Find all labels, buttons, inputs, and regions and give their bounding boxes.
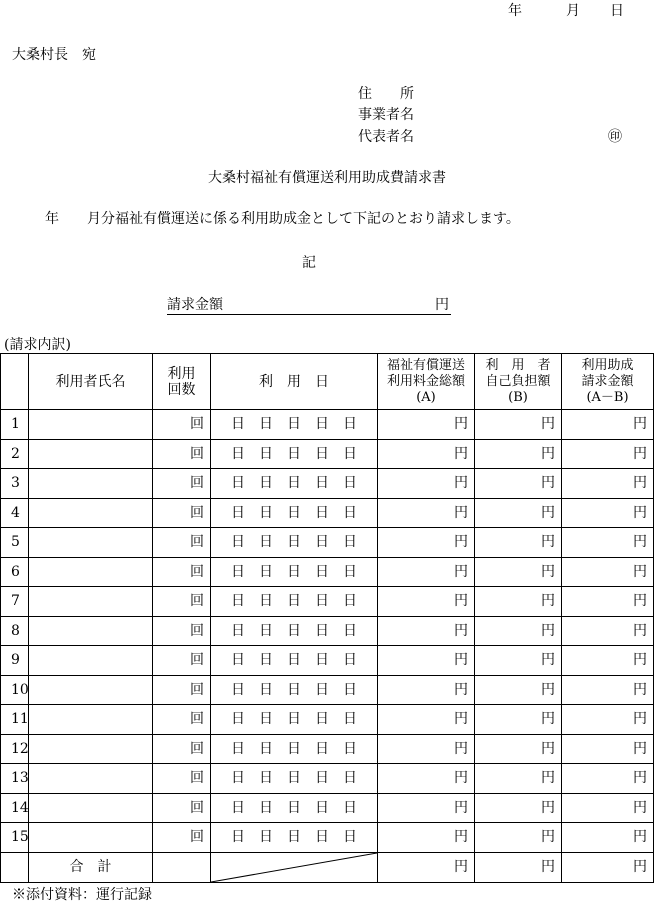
- subsidy-cell[interactable]: 円: [562, 528, 654, 558]
- day-unit: 日: [315, 416, 329, 433]
- header-fee-line2: 利用料金総額: [386, 373, 465, 389]
- header-self-pay: [475, 354, 562, 410]
- count-cell[interactable]: 回: [153, 498, 211, 528]
- row-number: 1: [1, 410, 29, 440]
- day-unit: 日: [231, 770, 245, 787]
- day-unit: 日: [315, 475, 329, 492]
- date-year-label: 年: [508, 3, 522, 19]
- header-self-line2: 自己負担額: [485, 373, 551, 389]
- table-row: [1, 823, 654, 853]
- user-name-cell[interactable]: [29, 439, 153, 469]
- day-unit: 日: [231, 829, 245, 846]
- breakdown-label: (請求内訳): [4, 337, 71, 353]
- day-unit: 日: [315, 652, 329, 669]
- day-unit: 日: [287, 534, 301, 551]
- header-count-line1: 利用: [167, 365, 196, 382]
- subsidy-cell[interactable]: 円: [562, 823, 654, 853]
- total-row: [1, 852, 654, 882]
- user-name-cell[interactable]: [29, 734, 153, 764]
- day-unit: 日: [343, 504, 357, 521]
- day-unit: 日: [259, 593, 273, 610]
- day-unit: 日: [259, 445, 273, 462]
- day-unit: 日: [287, 799, 301, 816]
- header-fee-total: [378, 354, 475, 410]
- row-number: 10: [1, 675, 29, 705]
- day-unit: 日: [259, 770, 273, 787]
- day-unit: 日: [315, 799, 329, 816]
- day-unit: 日: [315, 711, 329, 728]
- fee-cell[interactable]: 円: [378, 734, 475, 764]
- subsidy-cell[interactable]: 円: [562, 616, 654, 646]
- self-pay-cell[interactable]: 円: [475, 528, 562, 558]
- day-unit: 日: [287, 829, 301, 846]
- subsidy-cell[interactable]: 円: [562, 469, 654, 499]
- day-unit: 日: [343, 740, 357, 757]
- fee-cell[interactable]: 円: [378, 498, 475, 528]
- fee-cell[interactable]: 円: [378, 557, 475, 587]
- day-unit: 日: [259, 829, 273, 846]
- row-number: 13: [1, 764, 29, 794]
- row-number: 7: [1, 587, 29, 617]
- address-label: 住 所: [358, 86, 414, 102]
- day-unit: 日: [343, 711, 357, 728]
- self-pay-cell[interactable]: 円: [475, 675, 562, 705]
- day-unit: 日: [231, 652, 245, 669]
- header-subsidy-line3: (A－B): [586, 389, 629, 405]
- user-name-cell[interactable]: [29, 646, 153, 676]
- header-fee-line1: 福祉有償運送: [386, 357, 465, 373]
- day-unit: 日: [315, 740, 329, 757]
- header-self-line1: 利 用 者: [485, 357, 551, 373]
- day-unit: 日: [287, 475, 301, 492]
- count-cell[interactable]: 回: [153, 764, 211, 794]
- day-unit: 日: [231, 622, 245, 639]
- user-name-cell[interactable]: [29, 616, 153, 646]
- day-unit: 日: [315, 445, 329, 462]
- total-subsidy-cell: 円: [562, 852, 654, 882]
- days-cell[interactable]: [211, 705, 378, 735]
- header-no: [1, 354, 29, 410]
- request-statement: 年 月分福祉有償運送に係る利用助成金として下記のとおり請求します。: [45, 211, 520, 227]
- day-unit: 日: [315, 829, 329, 846]
- table-body: [1, 410, 654, 853]
- self-pay-cell[interactable]: 円: [475, 439, 562, 469]
- fee-cell[interactable]: 円: [378, 587, 475, 617]
- table-header-row: [1, 354, 654, 410]
- header-count-line2: 回数: [167, 381, 196, 398]
- row-number: 4: [1, 498, 29, 528]
- fee-cell[interactable]: 円: [378, 616, 475, 646]
- days-cell[interactable]: [211, 675, 378, 705]
- count-cell[interactable]: 回: [153, 410, 211, 440]
- header-user-name: 利用者氏名: [29, 354, 153, 410]
- fee-cell[interactable]: 円: [378, 528, 475, 558]
- days-cell[interactable]: [211, 557, 378, 587]
- count-cell[interactable]: 回: [153, 469, 211, 499]
- self-pay-cell[interactable]: 円: [475, 616, 562, 646]
- days-cell[interactable]: [211, 646, 378, 676]
- day-unit: 日: [287, 563, 301, 580]
- fee-cell[interactable]: 円: [378, 823, 475, 853]
- day-unit: 日: [315, 563, 329, 580]
- count-cell[interactable]: 回: [153, 587, 211, 617]
- day-unit: 日: [259, 534, 273, 551]
- row-number: 3: [1, 469, 29, 499]
- count-cell[interactable]: 回: [153, 528, 211, 558]
- fee-cell[interactable]: 円: [378, 675, 475, 705]
- count-cell[interactable]: 回: [153, 439, 211, 469]
- row-number: 8: [1, 616, 29, 646]
- day-unit: 日: [315, 770, 329, 787]
- count-cell[interactable]: 回: [153, 675, 211, 705]
- self-pay-cell[interactable]: 円: [475, 793, 562, 823]
- total-no-cell: [1, 852, 29, 882]
- user-name-cell[interactable]: [29, 675, 153, 705]
- total-fee-cell: 円: [378, 852, 475, 882]
- self-pay-cell[interactable]: 円: [475, 734, 562, 764]
- total-label: 合 計: [29, 852, 153, 882]
- count-cell[interactable]: 回: [153, 616, 211, 646]
- row-number: 11: [1, 705, 29, 735]
- user-name-cell[interactable]: [29, 705, 153, 735]
- day-unit: 日: [343, 652, 357, 669]
- count-cell[interactable]: 回: [153, 734, 211, 764]
- self-pay-cell[interactable]: 円: [475, 587, 562, 617]
- count-cell[interactable]: 回: [153, 823, 211, 853]
- day-unit: 日: [287, 681, 301, 698]
- fee-cell[interactable]: 円: [378, 793, 475, 823]
- days-cell[interactable]: [211, 528, 378, 558]
- document-title: 大桑村福祉有償運送利用助成費請求書: [208, 170, 446, 186]
- day-unit: 日: [231, 475, 245, 492]
- breakdown-table: [0, 353, 654, 883]
- count-cell[interactable]: 回: [153, 646, 211, 676]
- day-unit: 日: [259, 563, 273, 580]
- day-unit: 日: [287, 770, 301, 787]
- day-unit: 日: [231, 445, 245, 462]
- days-cell[interactable]: [211, 469, 378, 499]
- day-unit: 日: [287, 622, 301, 639]
- header-count: [153, 354, 211, 410]
- fee-cell[interactable]: 円: [378, 646, 475, 676]
- header-fee-line3: (A): [416, 389, 436, 405]
- day-unit: 日: [287, 740, 301, 757]
- table-row: [1, 557, 654, 587]
- date-month-label: 月: [566, 3, 580, 19]
- user-name-cell[interactable]: [29, 587, 153, 617]
- self-pay-cell[interactable]: 円: [475, 705, 562, 735]
- subsidy-cell[interactable]: 円: [562, 410, 654, 440]
- row-number: 5: [1, 528, 29, 558]
- header-subsidy-line2: 請求金額: [581, 373, 634, 389]
- date-day-label: 日: [610, 3, 624, 19]
- user-name-cell[interactable]: [29, 469, 153, 499]
- day-unit: 日: [259, 475, 273, 492]
- total-days-cell-slashed: [211, 852, 378, 882]
- day-unit: 日: [315, 681, 329, 698]
- day-unit: 日: [259, 652, 273, 669]
- request-amount-label: 請求金額: [167, 297, 223, 313]
- fee-cell[interactable]: 円: [378, 439, 475, 469]
- table-row: [1, 528, 654, 558]
- self-pay-cell[interactable]: 円: [475, 410, 562, 440]
- row-number: 6: [1, 557, 29, 587]
- day-unit: 日: [315, 622, 329, 639]
- fee-cell[interactable]: 円: [378, 469, 475, 499]
- header-days: 利 用 日: [211, 354, 378, 410]
- total-self-cell: 円: [475, 852, 562, 882]
- representative-label: 代表者名: [358, 129, 414, 145]
- days-cell[interactable]: [211, 734, 378, 764]
- table-row: [1, 410, 654, 440]
- subsidy-cell[interactable]: 円: [562, 734, 654, 764]
- day-unit: 日: [343, 770, 357, 787]
- subsidy-cell[interactable]: 円: [562, 793, 654, 823]
- table-row: [1, 498, 654, 528]
- day-unit: 日: [259, 740, 273, 757]
- user-name-cell[interactable]: [29, 528, 153, 558]
- day-unit: 日: [231, 711, 245, 728]
- self-pay-cell[interactable]: 円: [475, 764, 562, 794]
- table-row: [1, 439, 654, 469]
- day-unit: 日: [343, 563, 357, 580]
- self-pay-cell[interactable]: 円: [475, 823, 562, 853]
- count-cell[interactable]: 回: [153, 705, 211, 735]
- day-unit: 日: [315, 504, 329, 521]
- day-unit: 日: [343, 475, 357, 492]
- table-row: [1, 587, 654, 617]
- day-unit: 日: [259, 681, 273, 698]
- count-cell[interactable]: 回: [153, 557, 211, 587]
- header-subsidy-line1: 利用助成: [581, 357, 634, 373]
- header-self-line3: (B): [508, 389, 528, 405]
- request-amount-unit: 円: [435, 297, 449, 313]
- day-unit: 日: [343, 445, 357, 462]
- day-unit: 日: [343, 799, 357, 816]
- day-unit: 日: [287, 652, 301, 669]
- header-subsidy: [562, 354, 654, 410]
- subsidy-cell[interactable]: 円: [562, 557, 654, 587]
- day-unit: 日: [231, 740, 245, 757]
- days-cell[interactable]: [211, 410, 378, 440]
- day-unit: 日: [231, 563, 245, 580]
- fee-cell[interactable]: 円: [378, 764, 475, 794]
- subsidy-cell[interactable]: 円: [562, 675, 654, 705]
- user-name-cell[interactable]: [29, 557, 153, 587]
- day-unit: 日: [231, 534, 245, 551]
- ki-heading: 記: [302, 255, 316, 271]
- day-unit: 日: [231, 799, 245, 816]
- user-name-cell[interactable]: [29, 410, 153, 440]
- self-pay-cell[interactable]: 円: [475, 646, 562, 676]
- days-cell[interactable]: [211, 764, 378, 794]
- row-number: 9: [1, 646, 29, 676]
- row-number: 2: [1, 439, 29, 469]
- day-unit: 日: [259, 711, 273, 728]
- subsidy-cell[interactable]: 円: [562, 439, 654, 469]
- row-number: 15: [1, 823, 29, 853]
- attachment-note: ※添付資料：運行記録: [12, 887, 152, 903]
- day-unit: 日: [231, 504, 245, 521]
- day-unit: 日: [287, 445, 301, 462]
- total-count-cell: [153, 852, 211, 882]
- self-pay-cell[interactable]: 円: [475, 469, 562, 499]
- day-unit: 日: [259, 416, 273, 433]
- day-unit: 日: [259, 622, 273, 639]
- day-unit: 日: [231, 416, 245, 433]
- subsidy-cell[interactable]: 円: [562, 498, 654, 528]
- seal-mark-icon: ㊞: [608, 129, 622, 145]
- fee-cell[interactable]: 円: [378, 410, 475, 440]
- user-name-cell[interactable]: [29, 823, 153, 853]
- day-unit: 日: [231, 593, 245, 610]
- day-unit: 日: [343, 416, 357, 433]
- day-unit: 日: [343, 593, 357, 610]
- days-cell[interactable]: [211, 439, 378, 469]
- day-unit: 日: [343, 622, 357, 639]
- table-row: [1, 616, 654, 646]
- subsidy-cell[interactable]: 円: [562, 705, 654, 735]
- day-unit: 日: [343, 534, 357, 551]
- day-unit: 日: [315, 534, 329, 551]
- self-pay-cell[interactable]: 円: [475, 557, 562, 587]
- table-row: [1, 793, 654, 823]
- day-unit: 日: [287, 593, 301, 610]
- self-pay-cell[interactable]: 円: [475, 498, 562, 528]
- diagonal-slash-icon: [211, 853, 377, 882]
- table-row: [1, 705, 654, 735]
- table-row: [1, 734, 654, 764]
- user-name-cell[interactable]: [29, 793, 153, 823]
- table-row: [1, 646, 654, 676]
- addressee: 大桑村長 宛: [12, 47, 96, 63]
- day-unit: 日: [315, 593, 329, 610]
- request-amount-line: [167, 294, 451, 315]
- day-unit: 日: [259, 504, 273, 521]
- day-unit: 日: [231, 681, 245, 698]
- row-number: 12: [1, 734, 29, 764]
- table-row: [1, 469, 654, 499]
- days-cell[interactable]: [211, 616, 378, 646]
- user-name-cell[interactable]: [29, 498, 153, 528]
- count-cell[interactable]: 回: [153, 793, 211, 823]
- table-row: [1, 764, 654, 794]
- subsidy-cell[interactable]: 円: [562, 646, 654, 676]
- row-number: 14: [1, 793, 29, 823]
- day-unit: 日: [259, 799, 273, 816]
- days-cell[interactable]: [211, 793, 378, 823]
- day-unit: 日: [287, 416, 301, 433]
- fee-cell[interactable]: 円: [378, 705, 475, 735]
- day-unit: 日: [343, 829, 357, 846]
- days-cell[interactable]: [211, 823, 378, 853]
- day-unit: 日: [287, 504, 301, 521]
- day-unit: 日: [287, 711, 301, 728]
- business-name-label: 事業者名: [358, 107, 414, 123]
- subsidy-cell[interactable]: 円: [562, 587, 654, 617]
- user-name-cell[interactable]: [29, 764, 153, 794]
- subsidy-cell[interactable]: 円: [562, 764, 654, 794]
- day-unit: 日: [343, 681, 357, 698]
- table-row: [1, 675, 654, 705]
- days-cell[interactable]: [211, 587, 378, 617]
- days-cell[interactable]: [211, 498, 378, 528]
